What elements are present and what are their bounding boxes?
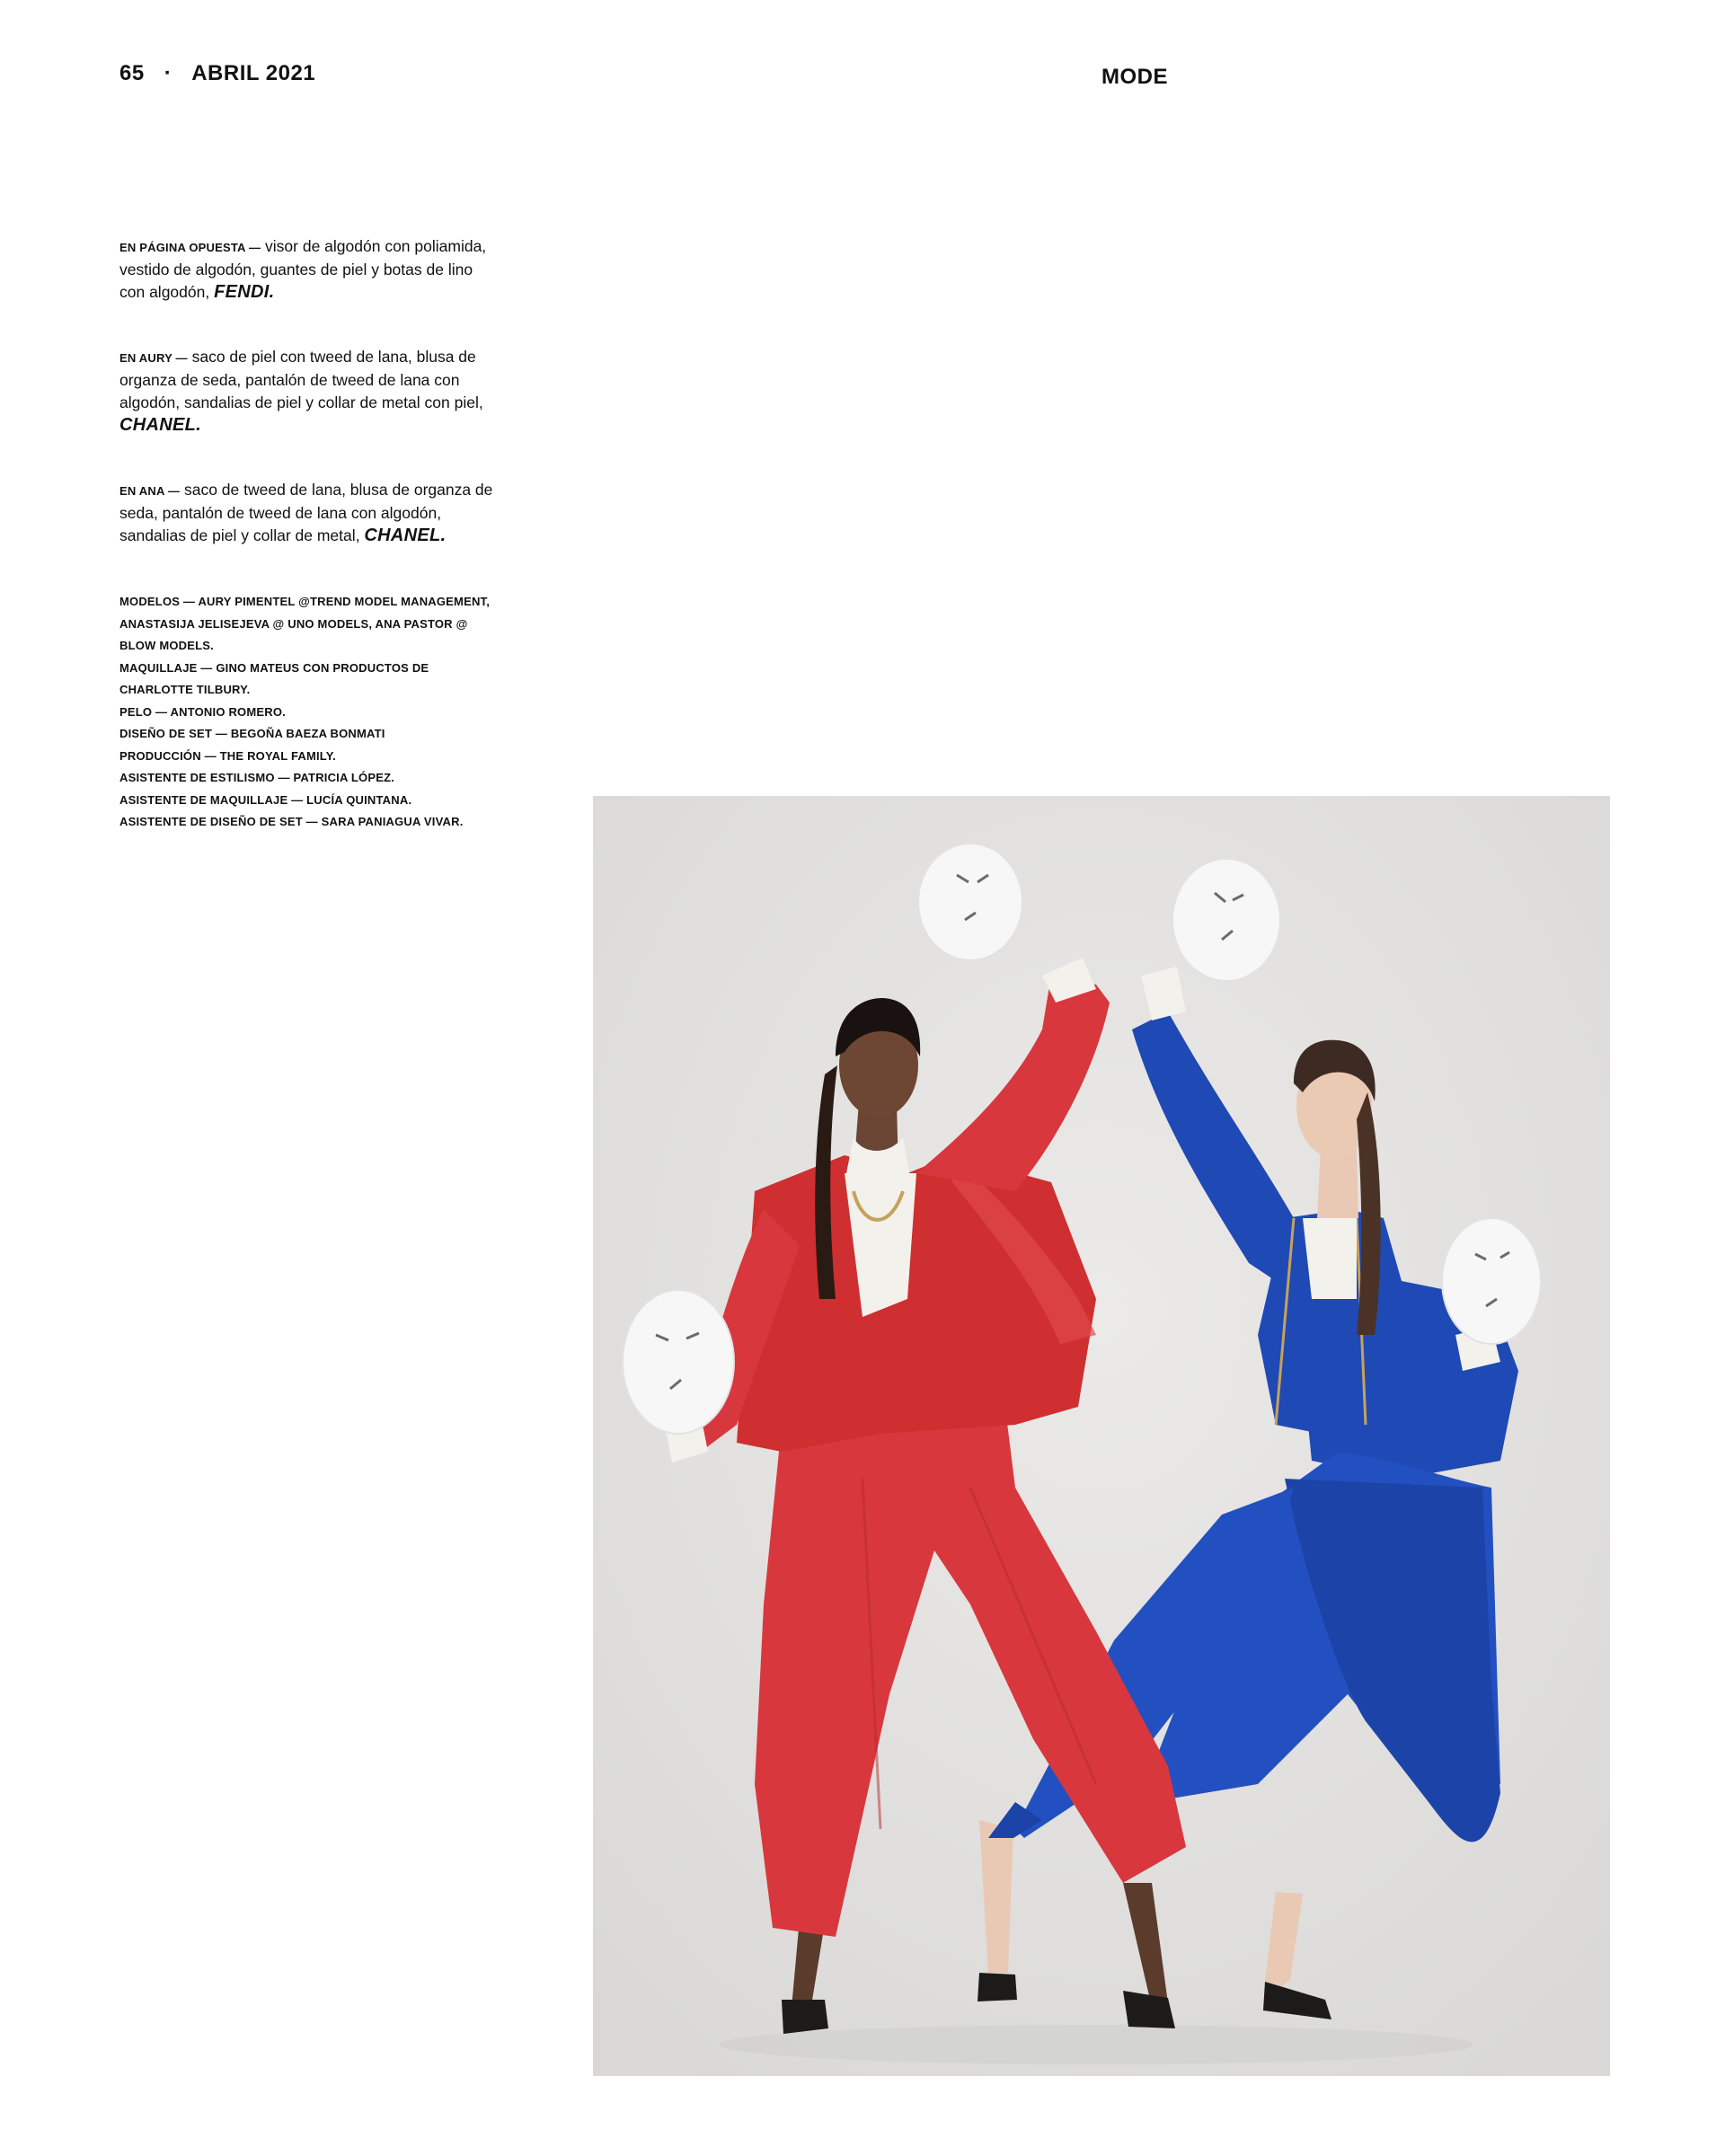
fashion-credits [119, 235, 497, 589]
mask-left [623, 1290, 734, 1434]
credit-opposite-page [119, 235, 497, 304]
staff-line: DISEÑO DE SET — BEGOÑA BAEZA BONMATI [119, 727, 385, 740]
staff-line: ASISTENTE DE DISEÑO DE SET — SARA PANIAGUA VIVAR. [119, 815, 464, 828]
production-credits [119, 591, 497, 834]
mask-top-right [1172, 859, 1280, 981]
credit-brand: CHANEL. [119, 415, 201, 435]
mask-top-left [918, 844, 1022, 960]
credit-ana [119, 479, 497, 547]
credit-label: EN AURY — [119, 351, 188, 365]
credit-label: EN PÁGINA OPUESTA — [119, 241, 261, 254]
credit-aury [119, 346, 497, 437]
page-number: 65 [119, 61, 145, 85]
folio [119, 61, 315, 86]
staff-line: PRODUCCIÓN — THE ROYAL FAMILY. [119, 748, 336, 763]
section-title: MODE [1101, 65, 1168, 89]
staff-line: MAQUILLAJE — GINO MATEUS CON PRODUCTOS DE CHARLOTTE TILBURY. [119, 660, 429, 696]
credit-label: EN ANA — [119, 484, 181, 498]
staff-line: PELO — ANTONIO ROMERO. [119, 704, 286, 719]
credit-text: saco de tweed de lana, blusa de organza de seda, pantalón de tweed de lana con algodón, sandalias de piel y collar de metal, [119, 481, 493, 544]
staff-line: ASISTENTE DE MAQUILLAJE — LUCÍA QUINTANA. [119, 792, 412, 807]
credit-brand: FENDI. [214, 282, 275, 302]
staff-line: ASISTENTE DE ESTILISMO — PATRICIA LÓPEZ. [119, 771, 395, 784]
floor-shadow [719, 2025, 1473, 2064]
folio-separator: · [164, 61, 172, 85]
issue-date: ABRIL 2021 [191, 61, 316, 85]
credit-brand: CHANEL. [364, 526, 447, 545]
mask-right [1442, 1218, 1541, 1344]
fashion-photo [593, 796, 1610, 2076]
credit-text: visor de algodón con poliamida, vestido de algodón, guantes de piel y botas de lino con algodón, [119, 237, 487, 301]
photo-illustration [593, 796, 1610, 2076]
credit-text: saco de piel con tweed de lana, blusa de organza de seda, pantalón de tweed de lana con algodón, sandalias de piel y collar de metal con piel, [119, 348, 483, 411]
staff-line: MODELOS — AURY PIMENTEL @TREND MODEL MANAGEMENT, ANASTASIJA JELISEJEVA @ UNO MODELS, ANA PASTOR @ BLOW MODELS. [119, 595, 491, 652]
